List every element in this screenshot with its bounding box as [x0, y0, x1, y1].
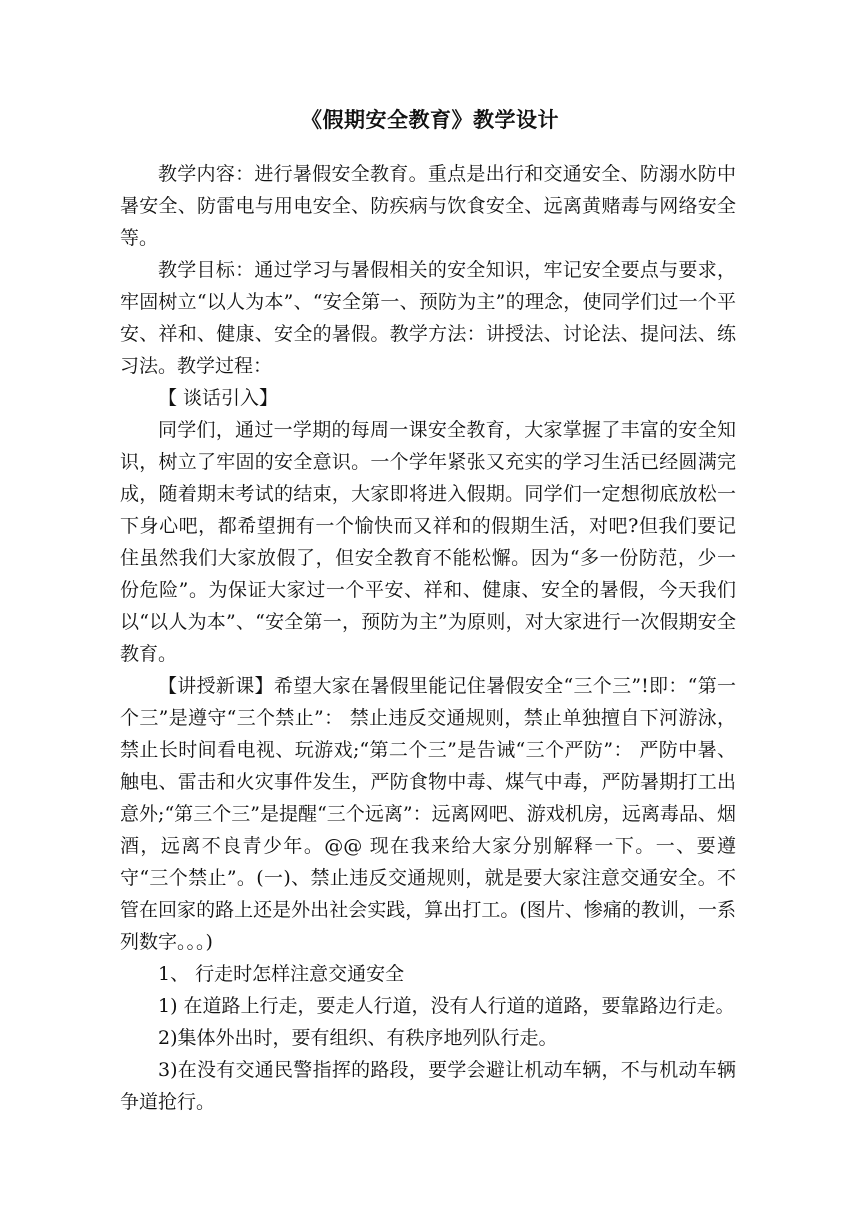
list-item-3: 3)在没有交通民警指挥的路段，要学会避让机动车辆，不与机动车辆争道抢行。	[120, 1059, 736, 1113]
list-item-1: 1) 在道路上行走，要走人行道，没有人行道的道路，要靠路边行走。	[158, 995, 735, 1017]
paragraph-new-lesson: 【讲授新课】希望大家在暑假里能记住暑假安全“三个三”!即：“第一个三”是遵守“三个禁止”： 禁止违反交通规则，禁止单独擅自下河游泳，禁止长时间看电视、玩游戏;“第二个三”是告诫“三个严防”： 严防中暑、触电、雷击和火灾事件发生，严防食物中毒、煤气中毒，严防暑期打工出意外;“第三个三”是提醒“三个远离”：远离网吧、游戏机房，远离毒品、烟酒，远离不良青少年。@@ 现在我来给大家分别解释一下。一、要遵守“三个禁止”。(一)、禁止违反交通规则，就是要大家注意交通安全。不管在回家的路上还是外出社会实践，算出打工。(图片、惨痛的教训，一系列数字。。。)	[120, 675, 736, 953]
document-title: 《假期安全教育》教学设计	[301, 107, 559, 132]
list-heading-walking-safety: 1、 行走时怎样注意交通安全	[158, 963, 405, 985]
paragraph-intro: 同学们，通过一学期的每周一课安全教育，大家掌握了丰富的安全知识，树立了牢固的安全意识。一个学年紧张又充实的学习生活已经圆满完成，随着期末考试的结束，大家即将进入假期。同学们一定想彻底放松一下身心吧，都希望拥有一个愉快而又祥和的假期生活，对吧?但我们要记住虽然我们大家放假了，但安全教育不能松懈。因为“多一份防范，少一份危险”。为保证大家过一个平安、祥和、健康、安全的暑假，今天我们以“以人为本”、“安全第一，预防为主”为原则，对大家进行一次假期安全教育。	[120, 419, 736, 665]
paragraph-teaching-content: 教学内容：进行暑假安全教育。重点是出行和交通安全、防溺水防中暑安全、防雷电与用电安全、防疾病与饮食安全、远离黄赌毒与网络安全等。	[120, 163, 736, 249]
paragraph-teaching-goals: 教学目标：通过学习与暑假相关的安全知识，牢记安全要点与要求，牢固树立“以人为本”、“安全第一、预防为主”的理念，使同学们过一个平安、祥和、健康、安全的暑假。教学方法：讲授法、讨论法、提问法、练习法。教学过程：	[120, 259, 736, 377]
list-item-2: 2)集体外出时，要有组织、有秩序地列队行走。	[158, 1027, 558, 1049]
document-body	[120, 158, 736, 1118]
section-heading-intro: 【 谈话引入】	[158, 387, 279, 409]
